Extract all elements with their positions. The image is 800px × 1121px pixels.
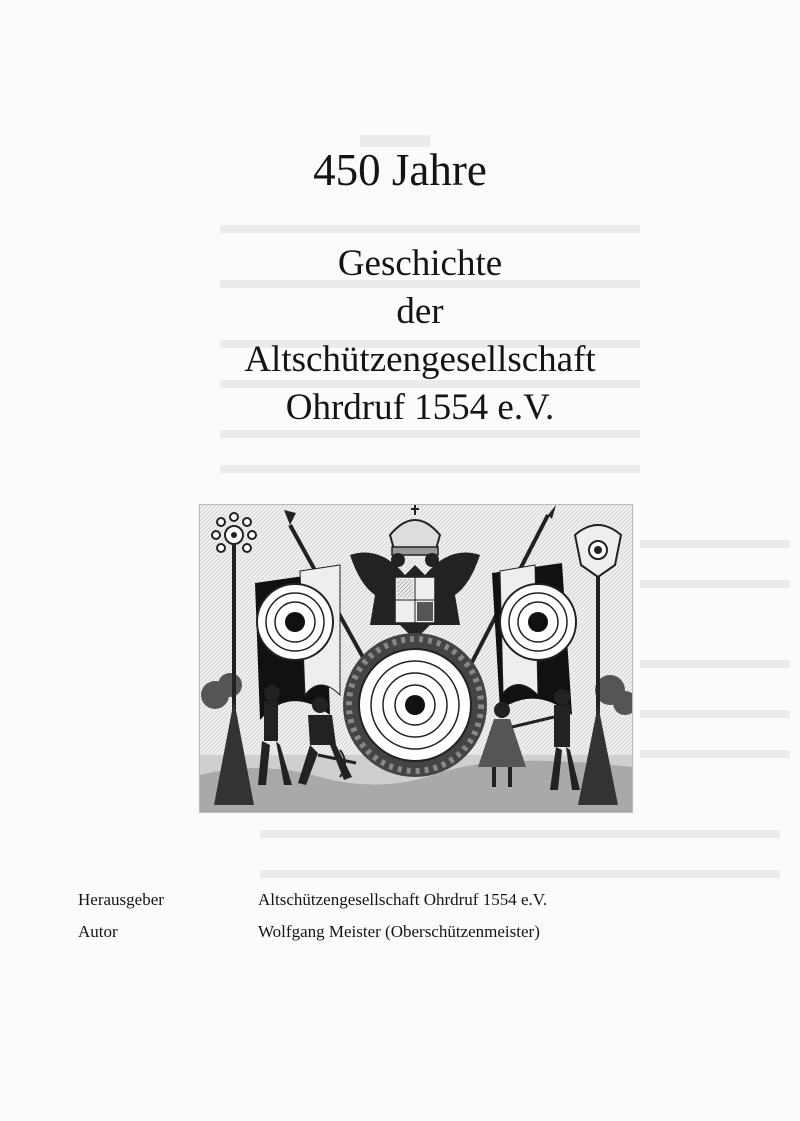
wreath-target-icon [343,633,487,777]
author-label: Autor [78,922,118,941]
page-title: 450 Jahre [313,145,487,195]
shooting-target-icon-right [500,584,576,660]
publisher-label: Herausgeber [78,890,164,909]
credits [78,890,758,954]
subtitle-line-2: der [396,291,444,332]
subtitle-line-3: Altschützengesellschaft [244,339,596,380]
subtitle-line-1: Geschichte [337,243,503,284]
publisher-value: Altschützengesellschaft Ohrdruf 1554 e.V. [258,890,548,909]
shooting-target-icon [257,584,333,660]
subtitle [0,240,800,432]
shooting-festival-engraving [200,505,632,812]
subtitle-line-4: Ohrdruf 1554 e.V. [285,387,555,428]
credit-row-publisher [78,890,758,922]
credit-row-author [78,922,758,954]
illustration [199,504,633,813]
author-value: Wolfgang Meister (Oberschützenmeister) [258,922,540,941]
